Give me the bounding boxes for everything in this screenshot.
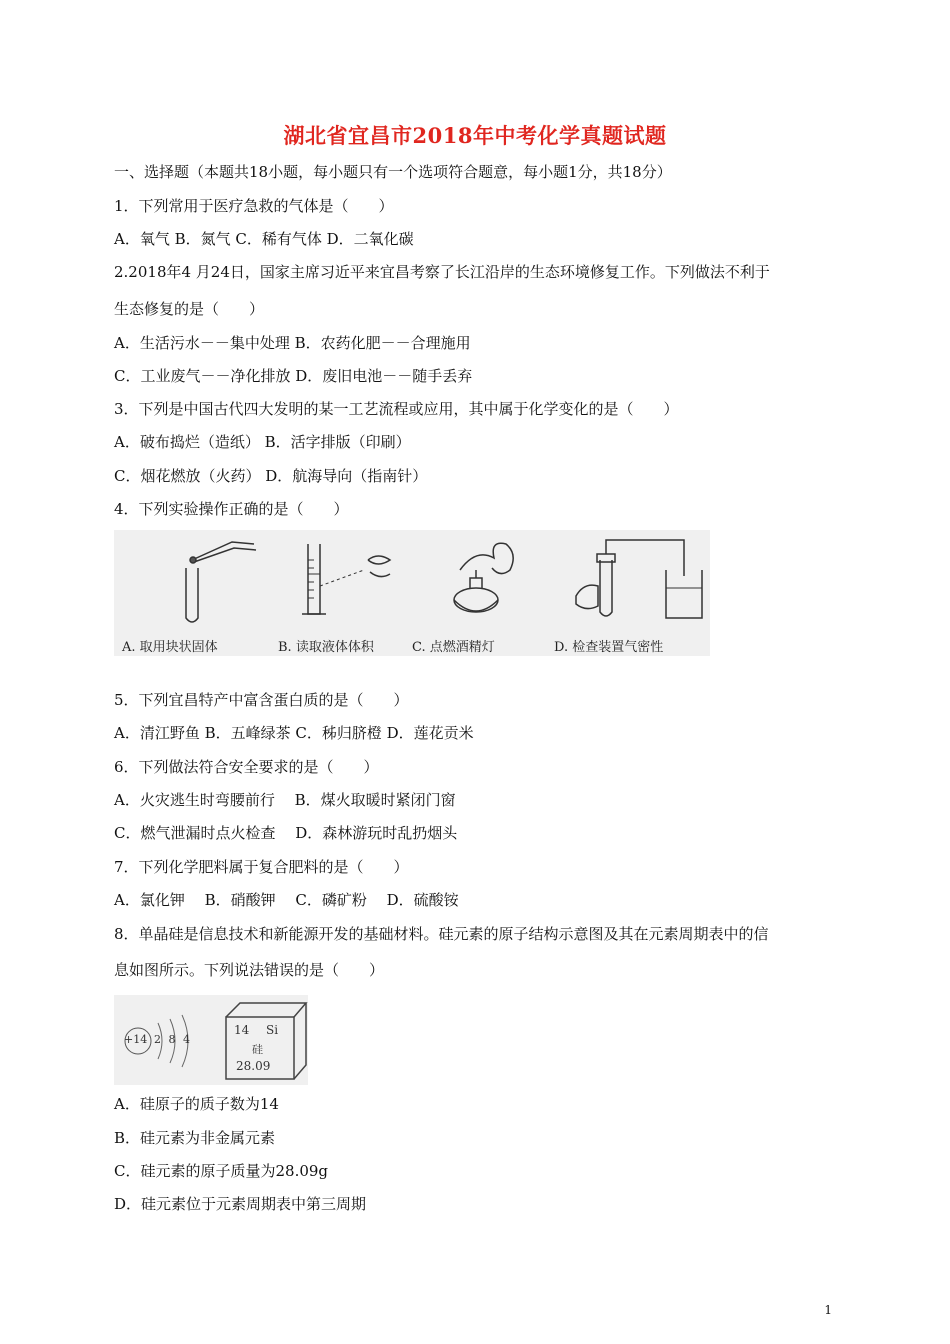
q4-caption-d: D. 检查装置气密性: [554, 640, 664, 655]
q5-stem: 5．下列宜昌特产中富含蛋白质的是（ ）: [114, 691, 409, 709]
q5-options: A．清江野鱼 B．五峰绿茶 C．秭归脐橙 D．莲花贡米: [114, 724, 474, 742]
section-heading: 一、选择题（本题共18小题，每小题只有一个选项符合题意，每小题1分，共18分）: [114, 163, 672, 181]
atomic-number: 14: [234, 1023, 250, 1037]
q8-figure: [114, 995, 308, 1085]
q2-stem-line1: 2.2018年4 月24日，国家主席习近平来宜昌考察了长江沿岸的生态环境修复工作。下列做法不利于: [114, 263, 770, 281]
q4-caption-b: B. 读取液体体积: [278, 640, 374, 655]
element-symbol: Si: [266, 1023, 279, 1037]
q2-stem-line2: 生态修复的是（ ）: [114, 300, 265, 318]
q2-options-1: A．生活污水－－集中处理 B．农药化肥－－合理施用: [114, 334, 471, 352]
q8-stem-line2: 息如图所示。下列说法错误的是（ ）: [114, 961, 385, 979]
q6-stem: 6．下列做法符合安全要求的是（ ）: [114, 758, 379, 776]
q3-options-2: C．烟花燃放（火药） D．航海导向（指南针）: [114, 467, 428, 485]
q4-caption-a: A. 取用块状固体: [122, 640, 218, 655]
test-tube-icon: [186, 542, 256, 622]
atomic-mass: 28.09: [236, 1059, 271, 1073]
q6-options-1: A．火灾逃生时弯腰前行 B．煤火取暖时紧闭门窗: [114, 791, 456, 809]
page-title: 湖北省宜昌市2018年中考化学真题试题: [283, 123, 667, 148]
q4-caption-c: C. 点燃酒精灯: [412, 640, 495, 655]
q4-stem: 4．下列实验操作正确的是（ ）: [114, 500, 349, 518]
element-name: 硅: [252, 1043, 263, 1056]
alcohol-lamp-icon: [454, 543, 513, 612]
nucleus-charge: +14: [124, 1033, 148, 1046]
q1-stem: 1．下列常用于医疗急救的气体是（ ）: [114, 197, 394, 215]
gas-tightness-apparatus-icon: [576, 540, 702, 618]
q1-options: A．氧气 B．氮气 C．稀有气体 D．二氧化碳: [114, 230, 414, 248]
q3-stem: 3．下列是中国古代四大发明的某一工艺流程或应用，其中属于化学变化的是（ ）: [114, 400, 679, 418]
q8-option-a: A．硅原子的质子数为14: [114, 1095, 279, 1113]
q8-option-d: D．硅元素位于元素周期表中第三周期: [114, 1195, 367, 1213]
q2-options-2: C．工业废气－－净化排放 D．废旧电池－－随手丢弃: [114, 367, 473, 385]
q8-option-b: B．硅元素为非金属元素: [114, 1129, 276, 1147]
q7-options: A．氯化钾 B．硝酸钾 C．磷矿粉 D．硫酸铵: [114, 891, 459, 909]
q8-stem-line1: 8．单晶硅是信息技术和新能源开发的基础材料。硅元素的原子结构示意图及其在元素周期表中的信: [114, 925, 769, 943]
q6-options-2: C．燃气泄漏时点火检查 D．森林游玩时乱扔烟头: [114, 824, 458, 842]
q4-figure: [114, 530, 710, 656]
page-number: 1: [824, 1303, 832, 1317]
q7-stem: 7．下列化学肥料属于复合肥料的是（ ）: [114, 858, 409, 876]
q3-options-1: A．破布捣烂（造纸） B．活字排版（印刷）: [114, 433, 411, 451]
graduated-cylinder-icon: [302, 544, 390, 614]
q8-option-c: C．硅元素的原子质量为28.09g: [114, 1162, 329, 1180]
electron-shells: 2 8 4: [154, 1033, 190, 1046]
